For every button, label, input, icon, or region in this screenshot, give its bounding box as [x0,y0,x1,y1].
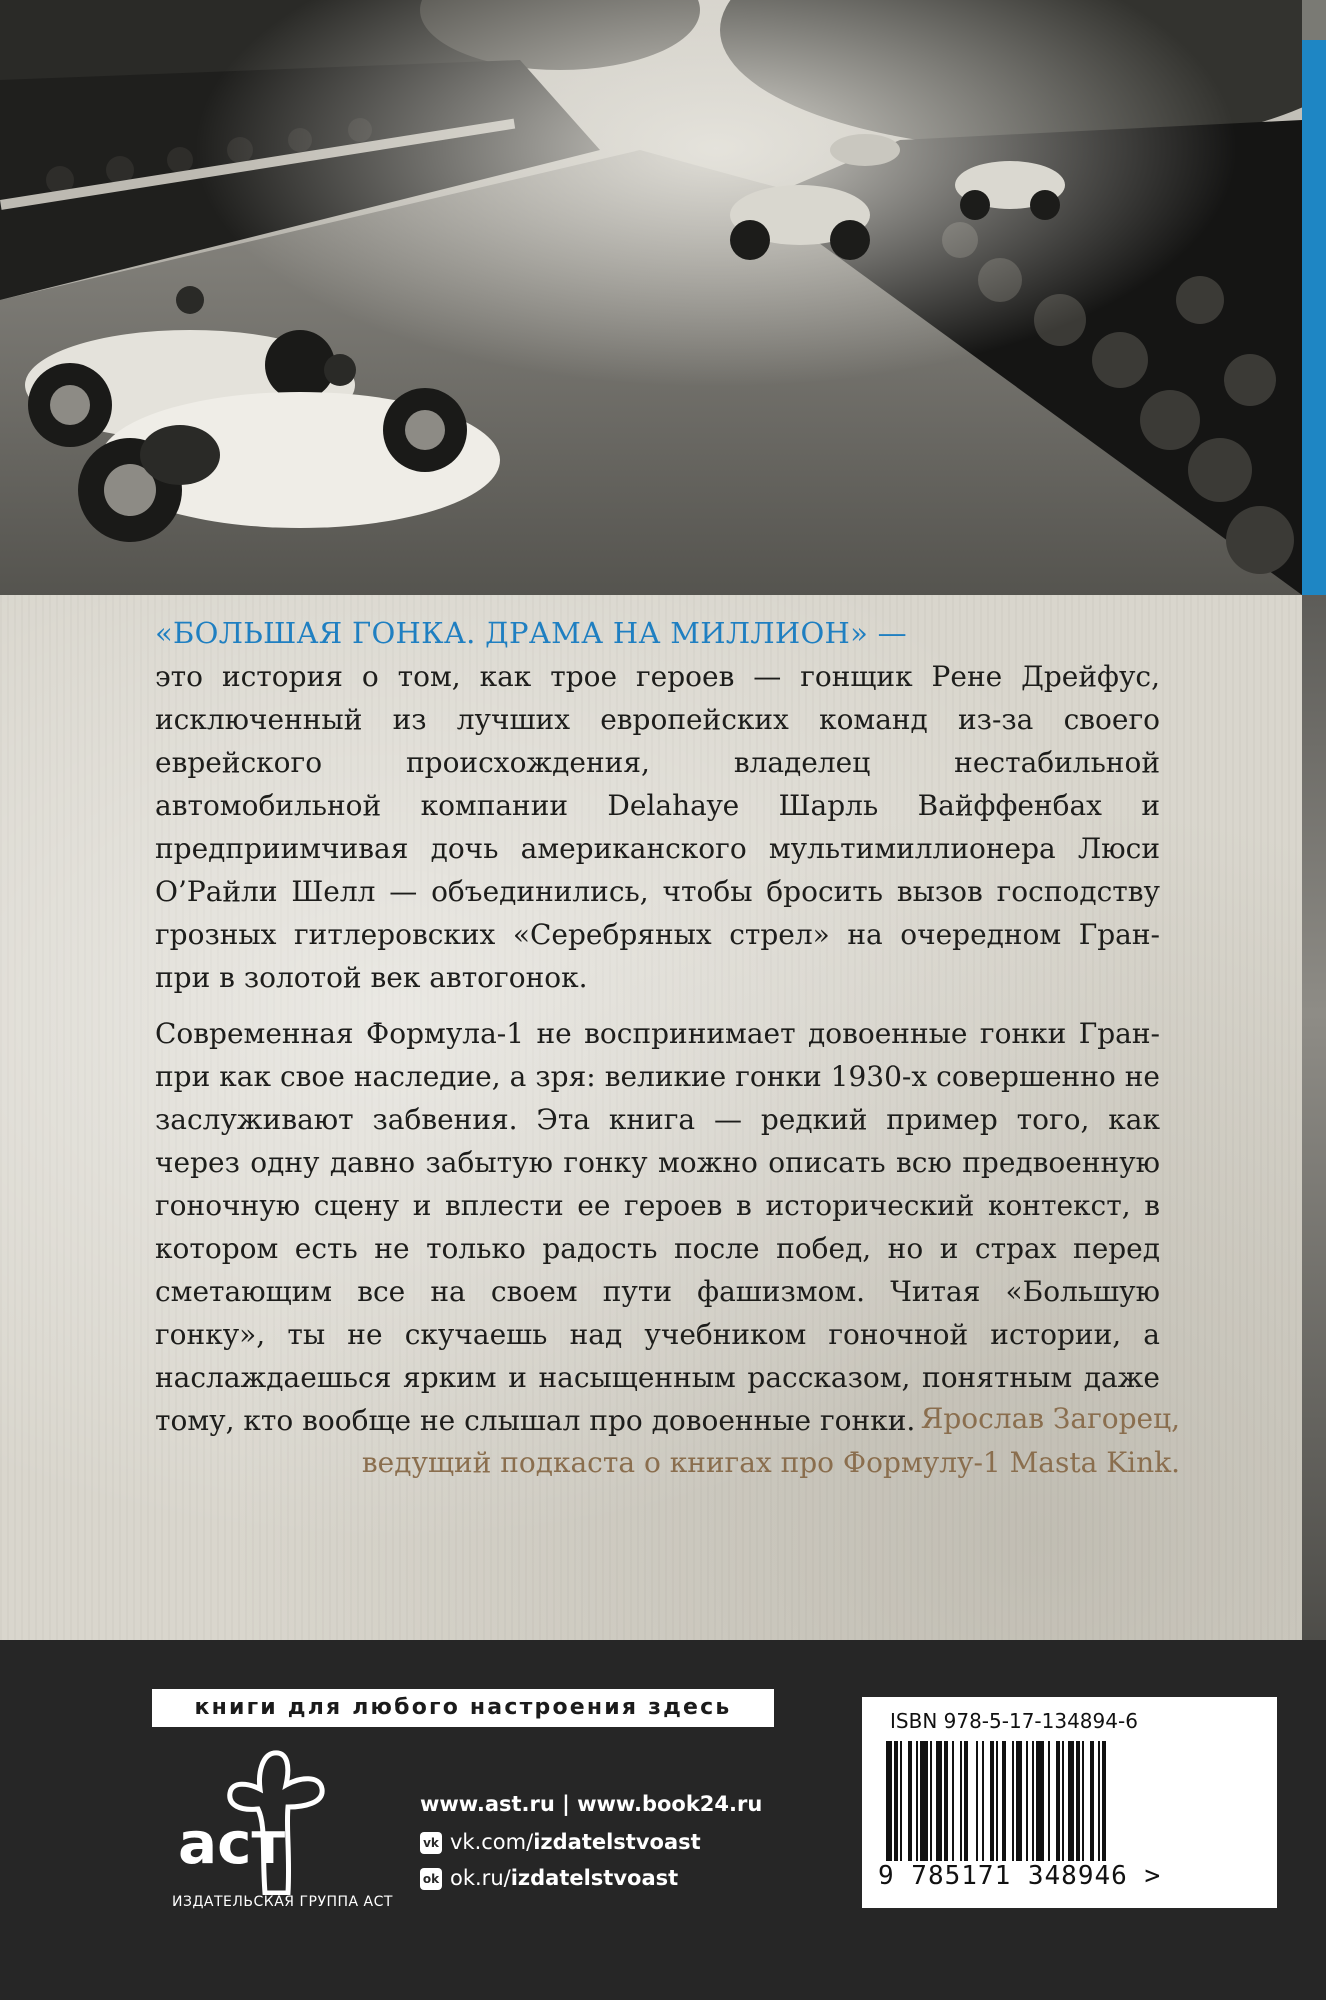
barcode-bar [930,1741,932,1861]
logo-text: аст [178,1809,286,1877]
barcode-bar [1002,1741,1006,1861]
barcode-bar [886,1741,892,1861]
vk-icon: vk [420,1832,442,1854]
barcode-bar [944,1741,948,1861]
barcode-bar [976,1741,978,1861]
signature-name: Ярослав Загорец, [920,1402,1180,1435]
barcode-bar [996,1741,998,1861]
ok-host: ok.ru/ [450,1866,511,1890]
barcode-bar [1076,1741,1080,1861]
barcode-bar [936,1741,942,1861]
barcode-bar [1048,1741,1050,1861]
blurb-paragraph-1: это история о том, как трое героев — гонщик Рене Дрейфус, исключенный из лучших европейских команд из-за своего еврейского происхождения, владелец нестабильной автомобильной компании Delahaye Шарль Вайффенбах и предприимчивая дочь американского мультимиллионера Люси О’Райли Шелл — объединились, чтобы бросить вызов господству грозных гитлеровских «Серебряных стрел» на очередном Гран-при в золотой век автогонок. [155,660,1160,994]
vk-link[interactable] [420,1830,701,1854]
tagline: книги для любого настроения здесь [152,1689,774,1727]
barcode-icon [886,1741,1246,1861]
barcode-bar [1036,1741,1044,1861]
barcode-bar [1082,1741,1084,1861]
barcode-bar [964,1741,968,1861]
barcode-bar [982,1741,984,1861]
ok-path: izdatelstvoast [510,1866,679,1890]
barcode-bar [990,1741,994,1861]
isbn-number: ISBN 978-5-17-134894-6 [890,1709,1138,1733]
blurb-paragraph-2: Современная Формула-1 не воспринимает довоенные гонки Гран-при как свое наследие, а зря: великие гонки 1930-х совершенно не заслуживают забвения. Эта книга — редкий пример того, как через одну давно забытую гонку можно описать всю предвоенную гоночную сцену и вплести ее героев в исторический контекст, в котором есть не только радость после побед, но и страх перед сметающим все на своем пути фашизмом. Читая «Большую гонку», ты не скучаешь над учебником гоночной истории, а наслаждаешься ярким и насыщенным рассказом, понятным даже тому, кто вообще не слышал про довоенные гонки. [155,1017,1160,1437]
signature-role: ведущий подкаста о книгах про Формулу-1 Masta Kink. [361,1446,1180,1479]
barcode-bar [1068,1741,1074,1861]
race-photo-illustration [0,0,1302,595]
ok-link[interactable] [420,1866,678,1890]
ean-digits: 9 785171 348946 > [878,1861,1162,1891]
barcode-bar [1098,1741,1100,1861]
isbn-barcode-box [862,1697,1277,1908]
race-photo [0,0,1302,595]
barcode-bar [1056,1741,1060,1861]
barcode-bar [1062,1741,1064,1861]
ok-icon: ok [420,1868,442,1890]
barcode-bar [916,1741,918,1861]
website-links[interactable]: www.ast.ru | www.book24.ru [420,1792,763,1816]
publisher-name: ИЗДАТЕЛЬСКАЯ ГРУППА АСТ [172,1894,393,1910]
barcode-bar [960,1741,962,1861]
spine-accent [1302,40,1326,595]
barcode-bar [1012,1741,1014,1861]
blurb-title: «БОЛЬШАЯ ГОНКА. ДРАМА НА МИЛЛИОН» — [155,616,907,650]
barcode-bar [1032,1741,1034,1861]
barcode-bar [920,1741,928,1861]
barcode-bar [900,1741,902,1861]
paper-edge-strip [1302,595,1326,1640]
vk-path: izdatelstvoast [533,1830,701,1854]
ast-logo-icon [170,1745,350,1895]
barcode-bar [1090,1741,1094,1861]
barcode-bar [952,1741,954,1861]
barcode-bar [894,1741,898,1861]
barcode-bar [1102,1741,1106,1861]
barcode-bar [1026,1741,1028,1861]
barcode-bar [908,1741,912,1861]
barcode-bar [1016,1741,1022,1861]
vk-host: vk.com/ [450,1830,534,1854]
